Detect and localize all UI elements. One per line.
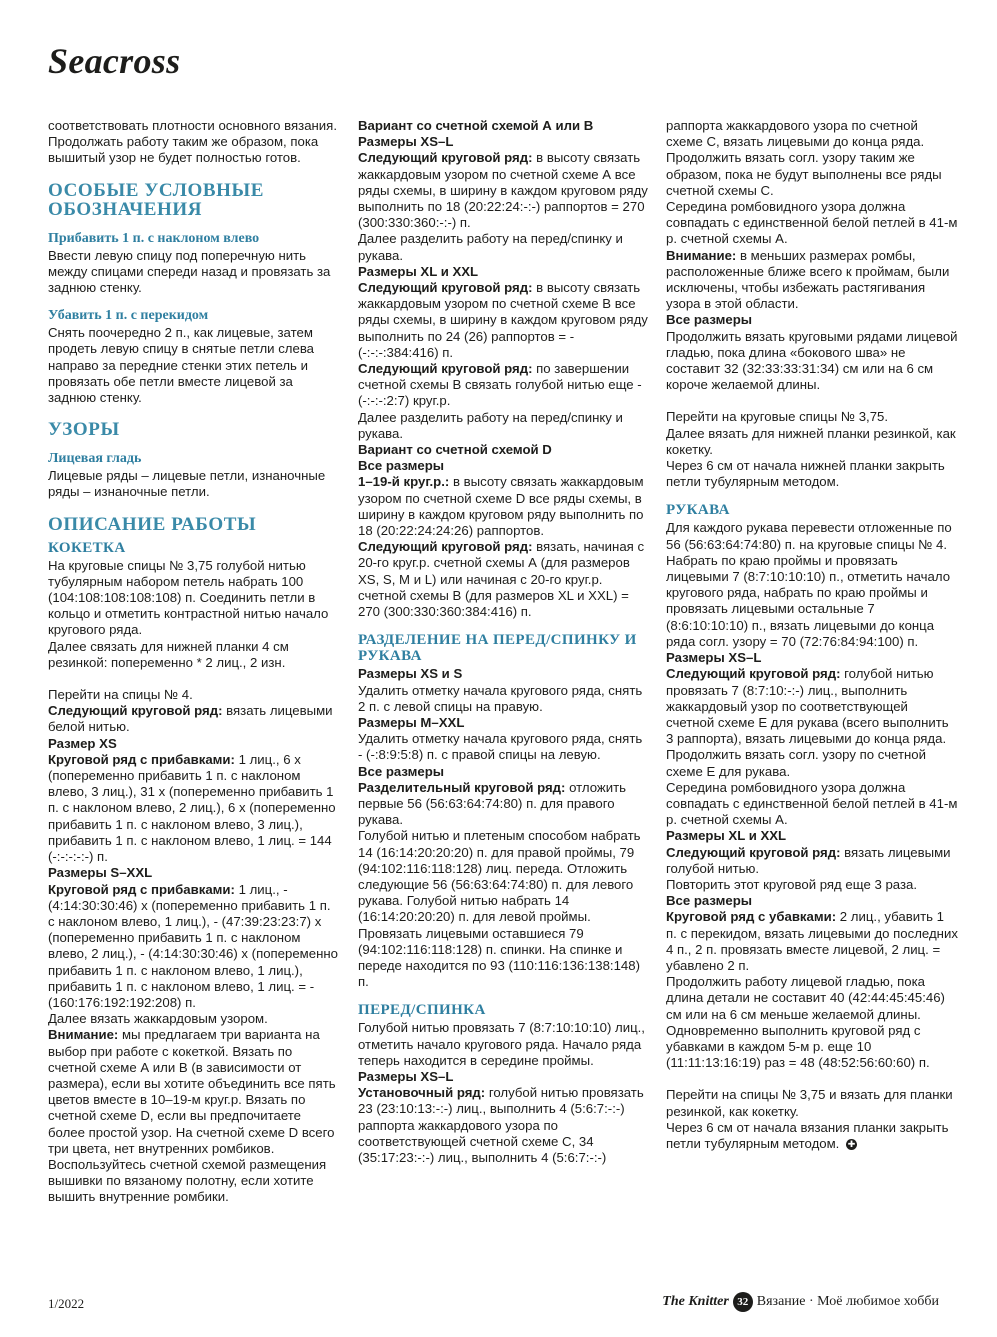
variant-ab-heading: Вариант со счетной схемой А или В [358, 118, 594, 133]
attention-paragraph [48, 1027, 340, 1205]
sizes-xs-l-heading: Размеры XS–L [666, 650, 762, 666]
xl-end-text: по завершении счетной схемы В связать голубой нитью еще - (-:-:-:2:7) круг.р. [358, 361, 642, 409]
m-xxl-text: Удалить отметку начала кругового ряда, снять - (-:8:9:5:8) п. с правой спицы на левую. [358, 731, 643, 763]
next-round-label-2: Следующий круговой ряд: [358, 280, 533, 296]
d-label: 1–19-й круг.р.: [358, 474, 450, 490]
all-sizes-heading: Все размеры [666, 312, 753, 328]
ab-text: в высоту связать жаккардовым узором по счетной схеме А все ряды схемы, в ширину в каждом круговом ряду выполнить по 18 (20:22:24:-:-) раппортов = 270 (300:330:360:-:-) п. [358, 150, 648, 231]
sizes-xs-l-heading: Размеры XS–L [358, 134, 454, 150]
sep-text-2: Голубой нитью и плетеным способом набрать 14 (16:14:20:20:20) п. для правой проймы, 79 (94:102:116:118:128) лиц. переда. Отложить следующие 56 (56:63:64:74:80) п. для левого рукава. Голубой нитью набрать 14 (16:14:20:20:20) п. для левой проймы. Провязать лицевыми оставшиеся 79 (94:102:116:118:128) п. спинки. На спинке и переде находится по 93 (110:116:136:138:148) п. [358, 828, 641, 990]
end-mark-icon: ✚ [847, 1139, 856, 1149]
xs-l-text-2: Продолжить вязать согл. узору по счетной схеме Е для рукава. [666, 747, 926, 779]
next-round-label: Следующий круговой ряд: [666, 666, 841, 682]
inc-round-label-2: Круговой ряд с прибавками: [48, 881, 235, 897]
xs-text: 1 лиц., 6 x (попеременно прибавить 1 п. с наклоном влево, 3 лиц.), 31 x (попеременно прибавить 1 п. с наклоном влево, 2 лиц.), 6 x (попеременно прибавить 1 п. с наклоном влево, 3 лиц.), прибавить 1 п. с наклоном влево, 1 лиц. = 144 (-:-:-:-:-) п. [48, 751, 336, 865]
xs-paragraph [48, 752, 340, 865]
final-text: Перейти на спицы № 3,75 и вязать для планки резинкой, как кокетку. [666, 1087, 953, 1119]
dec-text-2: Продолжить работу лицевой гладью, пока длина детали не составит 40 (42:44:45:45:46) см или на 6 см меньше желаемой длины. [666, 974, 945, 1022]
size-xs-heading: Размер XS [48, 735, 117, 751]
heading-sleeves: РУКАВА [666, 502, 730, 519]
xl-paragraph [358, 280, 650, 361]
size-s-xxl-heading: Размеры S–XXL [48, 865, 153, 881]
intro-text: соответствовать плотности основного вязания. Продолжать работу таким же образом, пока вышитый узор не будет полностью готов. [48, 118, 337, 166]
attention-label: Внимание: [666, 247, 737, 263]
sizes-xs-s-heading: Размеры XS и S [358, 666, 463, 682]
xl-text: вязать лицевыми голубой нитью. [666, 844, 951, 876]
dec-label: Круговой ряд с убавками: [666, 909, 837, 925]
switch-text: Перейти на круговые спицы № 3,75. [666, 409, 889, 425]
divide-text-2: Далее разделить работу на перед/спинку и рукава. [358, 409, 623, 441]
heading-increase: Прибавить 1 п. с наклоном влево [48, 230, 260, 246]
dec-text-3: Одновременно выполнить круговой ряд с убавками в каждом 5-м р. еще 10 (11:11:13:16:19) раз = 48 (48:52:56:60:60) п. [666, 1022, 930, 1071]
heading-yoke: КОКЕТКА [48, 539, 126, 556]
stockinette-text: Лицевые ряды – лицевые петли, изнаночные ряды – изнаночные петли. [48, 468, 326, 500]
sleeves-text: Для каждого рукава перевести отложенные по 56 (56:63:64:74:80) п. на круговые спицы № 4. [666, 520, 952, 552]
magazine-tagline: Вязание · Моё любимое хобби [756, 1294, 939, 1309]
sep-paragraph [358, 780, 650, 829]
front-back-text: Голубой нитью провязать 7 (8:7:10:10:10) лиц., отметить начало кругового ряда. Начало ряда теперь находится в середине проймы. [358, 1020, 645, 1068]
sleeves-text-2: Набрать по краю проймы и провязать лицевыми 7 (8:7:10:10:10) п., отметить начало кругового ряда, набрать по краю проймы и провязать лицевыми остальные 7 (8:6:10:10:10) п., вязать лицевыми до конца ряда согл. узору = 70 (72:76:84:94:100) п. [666, 552, 951, 649]
switch-text-2: Далее вязать для нижней планки резинкой, как кокетку. [666, 425, 956, 457]
xs-l-text-3: Середина ромбовидного узора должна совпадать с единственной белой петлей в 41-м р. счетной схемы А. [666, 779, 958, 828]
heading-front-back: ПЕРЕД/СПИНКА [358, 1002, 486, 1019]
all-sizes-heading: Все размеры [358, 458, 445, 474]
next-round-label-3: Следующий круговой ряд: [358, 361, 533, 377]
cont-text: раппорта жаккардового узора по счетной схеме С, вязать лицевыми до конца ряда. [666, 118, 925, 150]
next-round-label: Следующий круговой ряд: [48, 703, 223, 719]
xl-end-paragraph [358, 361, 650, 410]
attention-text: мы предлагаем три варианта на выбор при работе с кокеткой. Вязать по счетной схеме А или В (в зависимости от размера), если вы хотите объединить все пять цветов вместе в 10–19-м круг.р. Вязать по счетной схеме D, если вы предпочитаете более простой узор. На счетной схеме D всего три цвета, нет внутренних ромбиков. Воспользуйтесь счетной схемой размещения вышивки по вязаному полотну, если хотите вышить внутренние ромбики. [48, 1027, 336, 1205]
decrease-text: Снять поочередно 2 п., как лицевые, затем продеть левую спицу в снятые петли слева направо за передние стенки этих петель и провязать обе петли вместе лицевой за заднюю стенку. [48, 325, 315, 406]
attention-label: Внимание: [48, 1027, 119, 1043]
s-xxl-text: 1 лиц., - (4:14:30:30:46) x (попеременно прибавить 1 п. с наклоном влево, 1 лиц.), - (47:39:23:23:7) x (попеременно прибавить 1 п. с наклоном влево, 2 лиц.), - (4:14:30:30:46) x (попеременно прибавить 1 п. с наклоном влево, 1 лиц.), прибавить 1 п. с наклоном влево, 1 лиц. = - (160:176:192:192:208) п. [48, 881, 338, 1010]
heading-patterns: УЗОРЫ [48, 419, 120, 441]
xs-l-paragraph [666, 666, 958, 747]
page-number: 32 [733, 1292, 753, 1312]
yoke-text-1: На круговые спицы № 3,75 голубой нитью тубулярным набором петель набрать 100 (104:108:108:108:108) п. Соединить петли в кольцо и отметить контрастной нитью начало кругового ряда. [48, 557, 329, 638]
yoke-text-3: Перейти на спицы № 4. [48, 687, 193, 703]
xl-text-2: Повторить этот круговой ряд еще 3 раза. [666, 876, 918, 892]
all-sizes-heading-2: Все размеры [358, 763, 445, 779]
dec-paragraph [666, 909, 958, 974]
d-next-paragraph [358, 539, 650, 620]
all-sizes-text: Продолжить вязать круговыми рядами лицевой гладью, пока длина «бокового шва» не составит 32 (32:33:33:31:34) см или на 6 см короче желаемой длины. [666, 328, 958, 393]
heading-decrease: Убавить 1 п. с перекидом [48, 308, 209, 324]
column-3 [666, 118, 958, 1152]
column-1 [48, 118, 340, 1206]
final-text-2: Через 6 см от начала вязания планки закрыть петли тубулярным методом. [666, 1119, 949, 1151]
magazine-name: The Knitter [662, 1294, 729, 1309]
dec-text: 2 лиц., убавить 1 п. с перекидом, вязать лицевыми до последних 4 п., 2 п. провязать вместе лицевой, 2 лиц. = убавлено 2 п. [666, 909, 958, 973]
heading-divide: РАЗДЕЛЕНИЕ НА ПЕРЕД/СПИНКУ И РУКАВА [358, 632, 637, 665]
d-paragraph [358, 474, 650, 539]
next-round-paragraph [48, 703, 340, 735]
xs-l-text: голубой нитью провязать 7 (8:7:10:-:-) лиц., выполнить жаккардовый узор по соответствующей счетной схеме Е для рукава (всего выполнить 3 раппорта), вязать лицевыми до конца ряда. [666, 666, 949, 747]
sep-text: отложить первые 56 (56:63:64:74:80) п. для правого рукава. [358, 779, 627, 828]
divide-text-1: Далее разделить работу на перед/спинку и рукава. [358, 231, 623, 263]
sizes-xl-xxl-heading: Размеры XL и XXL [666, 828, 787, 844]
heading-stockinette: Лицевая гладь [48, 451, 142, 467]
next-round-label: Следующий круговой ряд: [358, 150, 533, 166]
s-xxl-paragraph [48, 882, 340, 1012]
issue-date: 1/2022 [48, 1296, 85, 1311]
setup-paragraph [358, 1085, 650, 1166]
attention-text: в меньших размерах ромбы, расположенные ближе всего к проймам, были исключены, чтобы избежать растягивания узора в этой области. [666, 247, 950, 312]
sizes-m-xxl-heading: Размеры M–XXL [358, 714, 465, 730]
attention-paragraph [666, 248, 958, 313]
footer-masthead [662, 1292, 939, 1312]
heading-special-symbols: ОСОБЫЕ УСЛОВНЫЕ ОБОЗНАЧЕНИЯ [48, 179, 265, 220]
xl-paragraph [666, 845, 958, 877]
setup-label: Установочный ряд: [358, 1085, 486, 1101]
cont-text-2: Продолжить вязать согл. узору таким же образом, пока не будут выполнены все ряды счетной схемы С. [666, 150, 942, 198]
next-round-label-4: Следующий круговой ряд: [358, 539, 533, 555]
switch-text-3: Через 6 см от начала нижней планки закрыть петли тубулярным методом. [666, 458, 945, 490]
all-sizes-heading-2: Все размеры [666, 893, 753, 909]
next-round-label-2: Следующий круговой ряд: [666, 844, 841, 860]
setup-text: голубой нитью провязать 23 (23:10:13:-:-) лиц., выполнить 4 (5:6:7:-:-) раппорта жаккардового узора по соответствующей счетной схеме С, 34 (35:17:23:-:-) лиц., выполнить 4 (5:6:7:-:-) [358, 1085, 644, 1165]
increase-text: Ввести левую спицу под поперечную нить между спицами спереди назад и провязать за заднюю стенку. [48, 247, 331, 296]
xl-text: в высоту связать жаккардовым узором по счетной схеме В все ряды схемы, в ширину в каждом круговом ряду выполнить по 24 (26) раппортов = - (-:-:-:384:416) п. [358, 280, 648, 360]
yoke-text-2: Далее связать для нижней планки 4 см резинкой: попеременно * 2 лиц., 2 изн. [48, 638, 289, 670]
d-next-text: вязать, начиная с 20-го круг.р. счетной схемы А (для размеров XS, S, M и L) или начиная с 20-го круг.р. счетной схемы В (для размеров XL и XXL) = 270 (300:330:360:384:416) п. [358, 539, 645, 620]
next-round-text: вязать лицевыми белой нитью. [48, 703, 333, 735]
ab-paragraph [358, 150, 650, 231]
brand-title: Seacross [48, 41, 181, 81]
column-2 [358, 118, 650, 1166]
xs-s-text: Удалить отметку начала кругового ряда, снять 2 п. с левой спицы на правую. [358, 682, 643, 714]
final-paragraph [666, 1120, 958, 1152]
inc-round-label: Круговой ряд с прибавками: [48, 751, 235, 767]
jacquard-text: Далее вязать жаккардовым узором. [48, 1011, 268, 1027]
sizes-xl-xxl-heading: Размеры XL и XXL [358, 263, 479, 279]
sep-label: Разделительный круговой ряд: [358, 779, 566, 795]
sizes-xs-l-heading-2: Размеры XS–L [358, 1068, 454, 1084]
heading-description: ОПИСАНИЕ РАБОТЫ [48, 513, 257, 535]
d-text: в высоту связать жаккардовым узором по счетной схеме D все ряды схемы, в ширину в каждом круговом ряду выполнить по 18 (20:22:24:24:26) раппортов. [358, 474, 644, 539]
variant-d-heading: Вариант со счетной схемой D [358, 442, 552, 458]
cont-text-3: Середина ромбовидного узора должна совпадать с единственной белой петлей в 41-м р. счетной схемы А. [666, 199, 958, 247]
